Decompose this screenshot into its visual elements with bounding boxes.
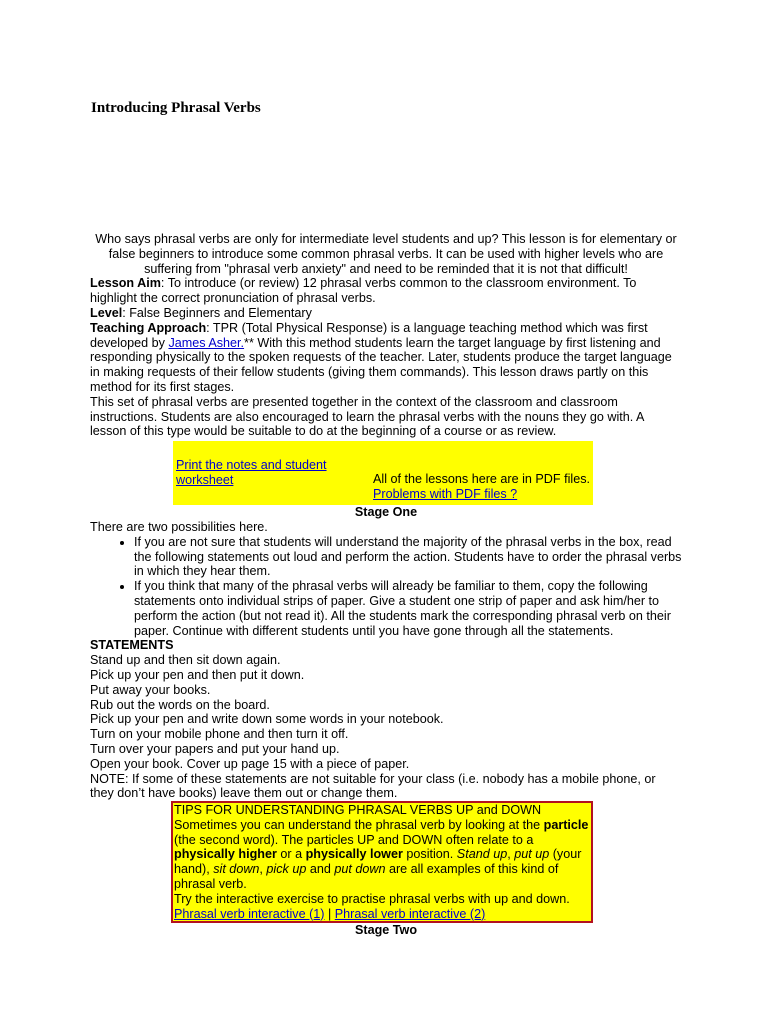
pdf-info-cell	[373, 472, 590, 502]
tips-text: position.	[402, 847, 457, 862]
link-separator: |	[324, 906, 335, 921]
level	[90, 306, 682, 321]
statements-heading: STATEMENTS	[90, 638, 174, 653]
tips-text: Sometimes you can understand the phrasal verb by looking at the	[174, 817, 544, 832]
tips-heading: TIPS FOR UNDERSTANDING PHRASAL VERBS UP and DOWN	[174, 803, 542, 818]
page-title: Introducing Phrasal Verbs	[91, 100, 261, 116]
interactive-link-1[interactable]: Phrasal verb interactive (1)	[174, 906, 325, 921]
tips-bold: physically lower	[305, 847, 403, 862]
lesson-aim-label: Lesson Aim	[90, 276, 161, 291]
level-text: : False Beginners and Elementary	[122, 305, 312, 320]
tips-text: ,	[507, 847, 515, 862]
intro-paragraph: Who says phrasal verbs are only for intermediate level students and up? This lesson is for elementary or false beginners to introduce some common phrasal verbs. It can be used with higher levels who are suffering from "phrasal verb anxiety" and need to be reminded that it is not that difficult!	[95, 232, 677, 276]
tips-text: (your hand),	[174, 847, 582, 877]
stage-one-heading: Stage One	[354, 505, 418, 520]
statement-line: Stand up and then sit down again.	[90, 653, 281, 668]
tips-text: are all examples of this kind of phrasal verb.	[174, 862, 559, 892]
tips-italic: put up	[514, 847, 550, 862]
tips-italic: Stand up	[456, 847, 508, 862]
pdf-note: All of the lessons here are in PDF files.	[373, 472, 590, 487]
pdf-problems-link[interactable]: Problems with PDF files ?	[373, 486, 518, 501]
print-notes-link[interactable]: Print the notes and student worksheet	[176, 458, 327, 487]
teaching-label: Teaching Approach	[90, 320, 207, 335]
context-paragraph: This set of phrasal verbs are presented together in the context of the classroom and classroom instructions. Students are also encouraged to learn the phrasal verbs with the nouns they go with. A lesson of this type would be suitable to do at the beginning of a course or as review.	[90, 394, 644, 439]
tips-text: (the second word). The particles UP and DOWN often relate to a	[174, 832, 534, 847]
interactive-link-2[interactable]: Phrasal verb interactive (2)	[334, 906, 486, 921]
tips-italic: put down	[334, 862, 386, 877]
james-asher-link[interactable]: James Asher.	[168, 335, 245, 350]
tips-italic: pick up	[266, 862, 307, 877]
lesson-aim-text: : To introduce (or review) 12 phrasal verbs common to the classroom environment. To highlight the correct pronunciation of phrasal verbs.	[90, 276, 637, 306]
statement-line: Open your book. Cover up page 15 with a piece of paper.	[90, 756, 410, 771]
list-item: • If you think that many of the phrasal verbs will already be familiar to them, copy the following statements onto individual strips of paper. Give a student one strip of paper and ask him/her to perform the action (but not read it). All the students mark the corresponding phrasal verb on their paper. Continue with different students until you have gone through all the statements.	[134, 579, 682, 638]
tips-text: and	[306, 862, 335, 877]
statement-line: Turn on your mobile phone and then turn it off.	[90, 727, 349, 742]
statement-line: Rub out the words on the board.	[90, 697, 270, 712]
stage-two-heading: Stage Two	[354, 923, 418, 938]
possibilities-list	[90, 535, 682, 639]
print-link-cell	[176, 458, 351, 488]
note-paragraph: NOTE: If some of these statements are not suitable for your class (i.e. nobody has a mobile phone, or they don’t have books) leave them out or change them.	[90, 771, 656, 801]
tips-practice: Try the interactive exercise to practise phrasal verbs with up and down.	[174, 891, 570, 906]
tips-box	[171, 801, 593, 923]
document-body	[90, 232, 682, 938]
tips-bold: physically higher	[174, 847, 277, 862]
tips-text: or a	[276, 847, 306, 862]
level-label: Level	[90, 305, 123, 320]
teaching-approach	[90, 321, 682, 395]
list-item: • If you are not sure that students will understand the majority of the phrasal verbs in the box, read the following statements out loud and perform the action. Students have to order the phrasal verbs in which they hear them.	[134, 535, 682, 579]
teaching-text-before: : TPR (Total Physical Response) is a language teaching method which was first developed by	[90, 320, 648, 350]
possibilities-text: There are two possibilities here.	[90, 519, 268, 534]
pdf-box	[173, 441, 593, 505]
statement-line: Pick up your pen and write down some words in your notebook.	[90, 712, 444, 727]
tips-bold: particle	[543, 817, 589, 832]
statement-line: Turn over your papers and put your hand up.	[90, 741, 340, 756]
tips-links	[174, 907, 591, 922]
tips-explanation	[174, 818, 591, 892]
tips-text: ,	[259, 862, 267, 877]
tips-italic: sit down	[213, 862, 260, 877]
statement-line: Pick up your pen and then put it down.	[90, 667, 305, 682]
teaching-text-after: ** With this method students learn the target language by first listening and responding physically to the spoken requests of the teacher. Later, students produce the target language in making requests of their fellow students (giving them commands). This lesson draws partly on this method for its first stages.	[90, 335, 672, 394]
statement-line: Put away your books.	[90, 682, 211, 697]
lesson-aim	[90, 276, 682, 306]
